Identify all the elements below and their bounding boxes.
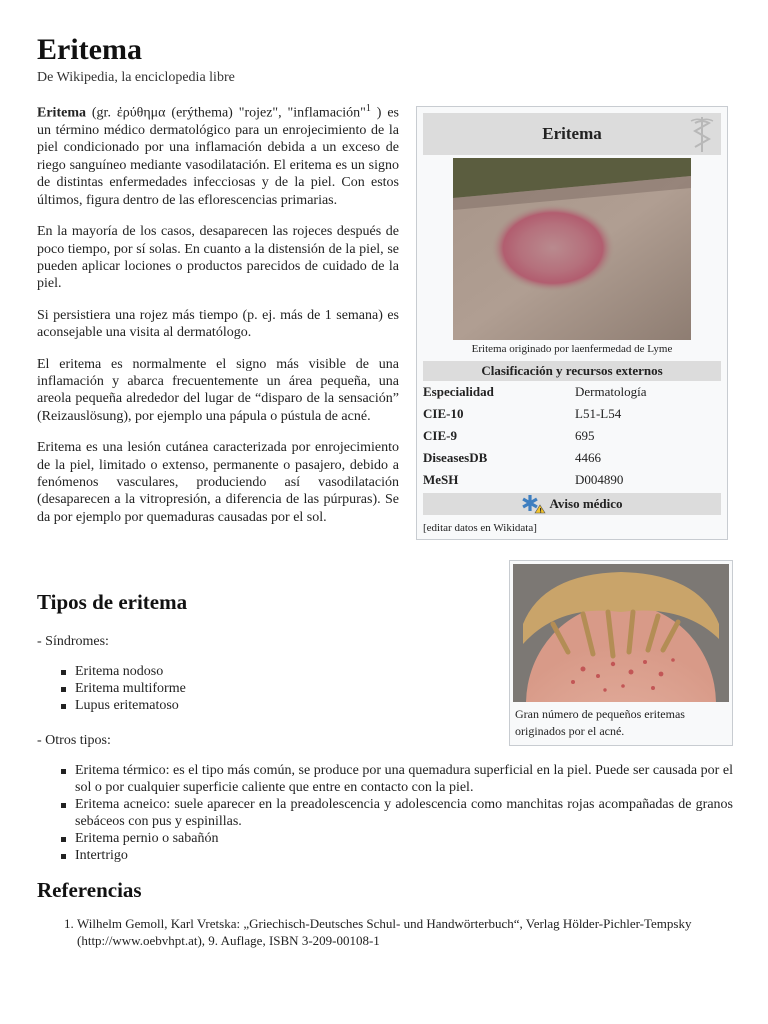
intro-etymology: (gr. ἐρύθημα (erýthema) "rojez", "inflamación" bbox=[85, 105, 366, 121]
acne-forehead-image bbox=[513, 564, 729, 702]
list-item[interactable]: Lupus eritematoso bbox=[75, 697, 477, 714]
acne-thumbnail-caption: Gran número de pequeños eritemas originados por el acné. bbox=[515, 707, 685, 738]
intro-definition: ) es un término médico dermatológico para un enrojecimiento de la piel condicionado por una inflamación debida a un exceso de riego sanguíneo mediante vasodilatación. El eritema es un signo de distintas enfermedades infecciosas y de la piel. Con estos últimos, figura dentro de las eflorescencias primarias. bbox=[37, 105, 400, 208]
acne-thumbnail bbox=[509, 560, 733, 746]
list-item: Eritema pernio o sabañón bbox=[75, 830, 733, 847]
star-of-life-warning-icon bbox=[521, 494, 549, 514]
infobox-row bbox=[423, 447, 721, 469]
infobox-row bbox=[423, 425, 721, 447]
list-item[interactable]: Eritema multiforme bbox=[75, 680, 477, 697]
intro-term: Eritema bbox=[37, 105, 86, 121]
paragraph-4: El eritema es normalmente el signo más visible de una inflamación y abarca frecuentemente un área pequeña, una areola pequeña alrededor del lugar de “disparo de la sensación” (Reizauslösung), por ejemplo una pápula o pústula de acné. bbox=[37, 356, 399, 424]
sindromes-label: - Síndromes: bbox=[37, 634, 109, 649]
sindromes-list bbox=[37, 663, 477, 714]
reference-item[interactable]: 1. Wilhelm Gemoll, Karl Vretska: „Griechisch-Deutsches Schul- und Handwörterbuch“, Verlag Hölder-Pichler-Tempsky (http://www.oebvhpt.at), 9. Auflage, ISBN 3-209-00108-1 bbox=[77, 915, 733, 949]
article bbox=[37, 30, 733, 948]
lead-section bbox=[37, 100, 399, 540]
infobox-key[interactable]: CIE-9 bbox=[423, 428, 457, 443]
infobox-value[interactable]: L51-L54 bbox=[575, 406, 622, 421]
paragraph-3: Si persistiera una rojez más tiempo (p. ej. más de 1 semana) es aconsejable una visita al dermatólogo. bbox=[37, 307, 399, 341]
page-title: Eritema bbox=[37, 33, 142, 66]
paragraph-5: Eritema es una lesión cutánea caracterizada por enrojecimiento de la piel, limitado o extenso, permanente o pasajero, debido a fenómenos vasculares, produciendo así vasodilatación (desaparecen a la vitropresión, a diferencia de las púrpuras). Se da por ejemplo por quemaduras causadas por el sol. bbox=[37, 440, 399, 525]
infobox-image-caption: Eritema originado por laenfermedad de Lyme bbox=[471, 343, 673, 355]
infobox-section-title: Clasificación y recursos externos bbox=[423, 361, 721, 381]
lyme-rash-image bbox=[453, 158, 691, 340]
infobox-key[interactable]: MeSH bbox=[423, 472, 459, 487]
list-item: Eritema acneico: suele aparecer en la preadolescencia y adolescencia como manchitas rojas acompañadas de granos sebáceos con pus y espinillas. bbox=[75, 797, 733, 829]
infobox bbox=[416, 106, 728, 540]
medical-warning-bar[interactable] bbox=[423, 493, 721, 515]
paragraph-2: En la mayoría de los casos, desaparecen las rojeces después de poco tiempo, por sí solas. En cuanto a la distensión de la piel, se pueden aplicar lociones o productos parecidos de cuidado de la piel. bbox=[37, 224, 399, 292]
infobox-row bbox=[423, 469, 721, 491]
tipos-section bbox=[37, 590, 477, 722]
list-item[interactable]: Intertrigo bbox=[75, 847, 733, 864]
infobox-value[interactable]: D004890 bbox=[575, 472, 624, 487]
referencias-section bbox=[37, 878, 733, 949]
page-subtitle: De Wikipedia, la enciclopedia libre bbox=[37, 70, 235, 85]
otros-label: - Otros tipos: bbox=[37, 733, 111, 748]
infobox-title-bar bbox=[423, 113, 721, 155]
infobox-row bbox=[423, 381, 721, 403]
list-item[interactable]: Eritema nodoso bbox=[75, 663, 477, 680]
infobox-row bbox=[423, 403, 721, 425]
infobox-key[interactable]: CIE-10 bbox=[423, 406, 464, 421]
reference-link[interactable]: 1 bbox=[365, 103, 371, 114]
infobox-value[interactable]: 695 bbox=[575, 428, 595, 443]
intro-paragraph bbox=[37, 100, 399, 209]
infobox-title: Eritema bbox=[542, 124, 602, 143]
svg-text:!: ! bbox=[539, 507, 543, 514]
references-list bbox=[37, 915, 733, 949]
infobox-key[interactable]: DiseasesDB bbox=[423, 450, 488, 465]
otros-section bbox=[37, 732, 733, 872]
edit-wikidata-link[interactable]: [editar datos en Wikidata] bbox=[423, 522, 537, 534]
infobox-value[interactable]: Dermatología bbox=[575, 384, 647, 399]
infobox-value[interactable]: 4466 bbox=[575, 450, 601, 465]
list-item: Eritema térmico: es el tipo más común, se produce por una quemadura superficial en la piel. Puede ser causada por el sol o por cualquier superficie caliente que entre en contacto con la piel. bbox=[75, 763, 733, 795]
otros-list bbox=[37, 762, 733, 864]
infobox-key[interactable]: Especialidad bbox=[423, 384, 494, 399]
tipos-heading: Tipos de eritema bbox=[37, 590, 188, 614]
caduceus-icon bbox=[687, 115, 717, 153]
medical-warning-label: Aviso médico bbox=[549, 496, 623, 511]
referencias-heading: Referencias bbox=[37, 878, 142, 902]
